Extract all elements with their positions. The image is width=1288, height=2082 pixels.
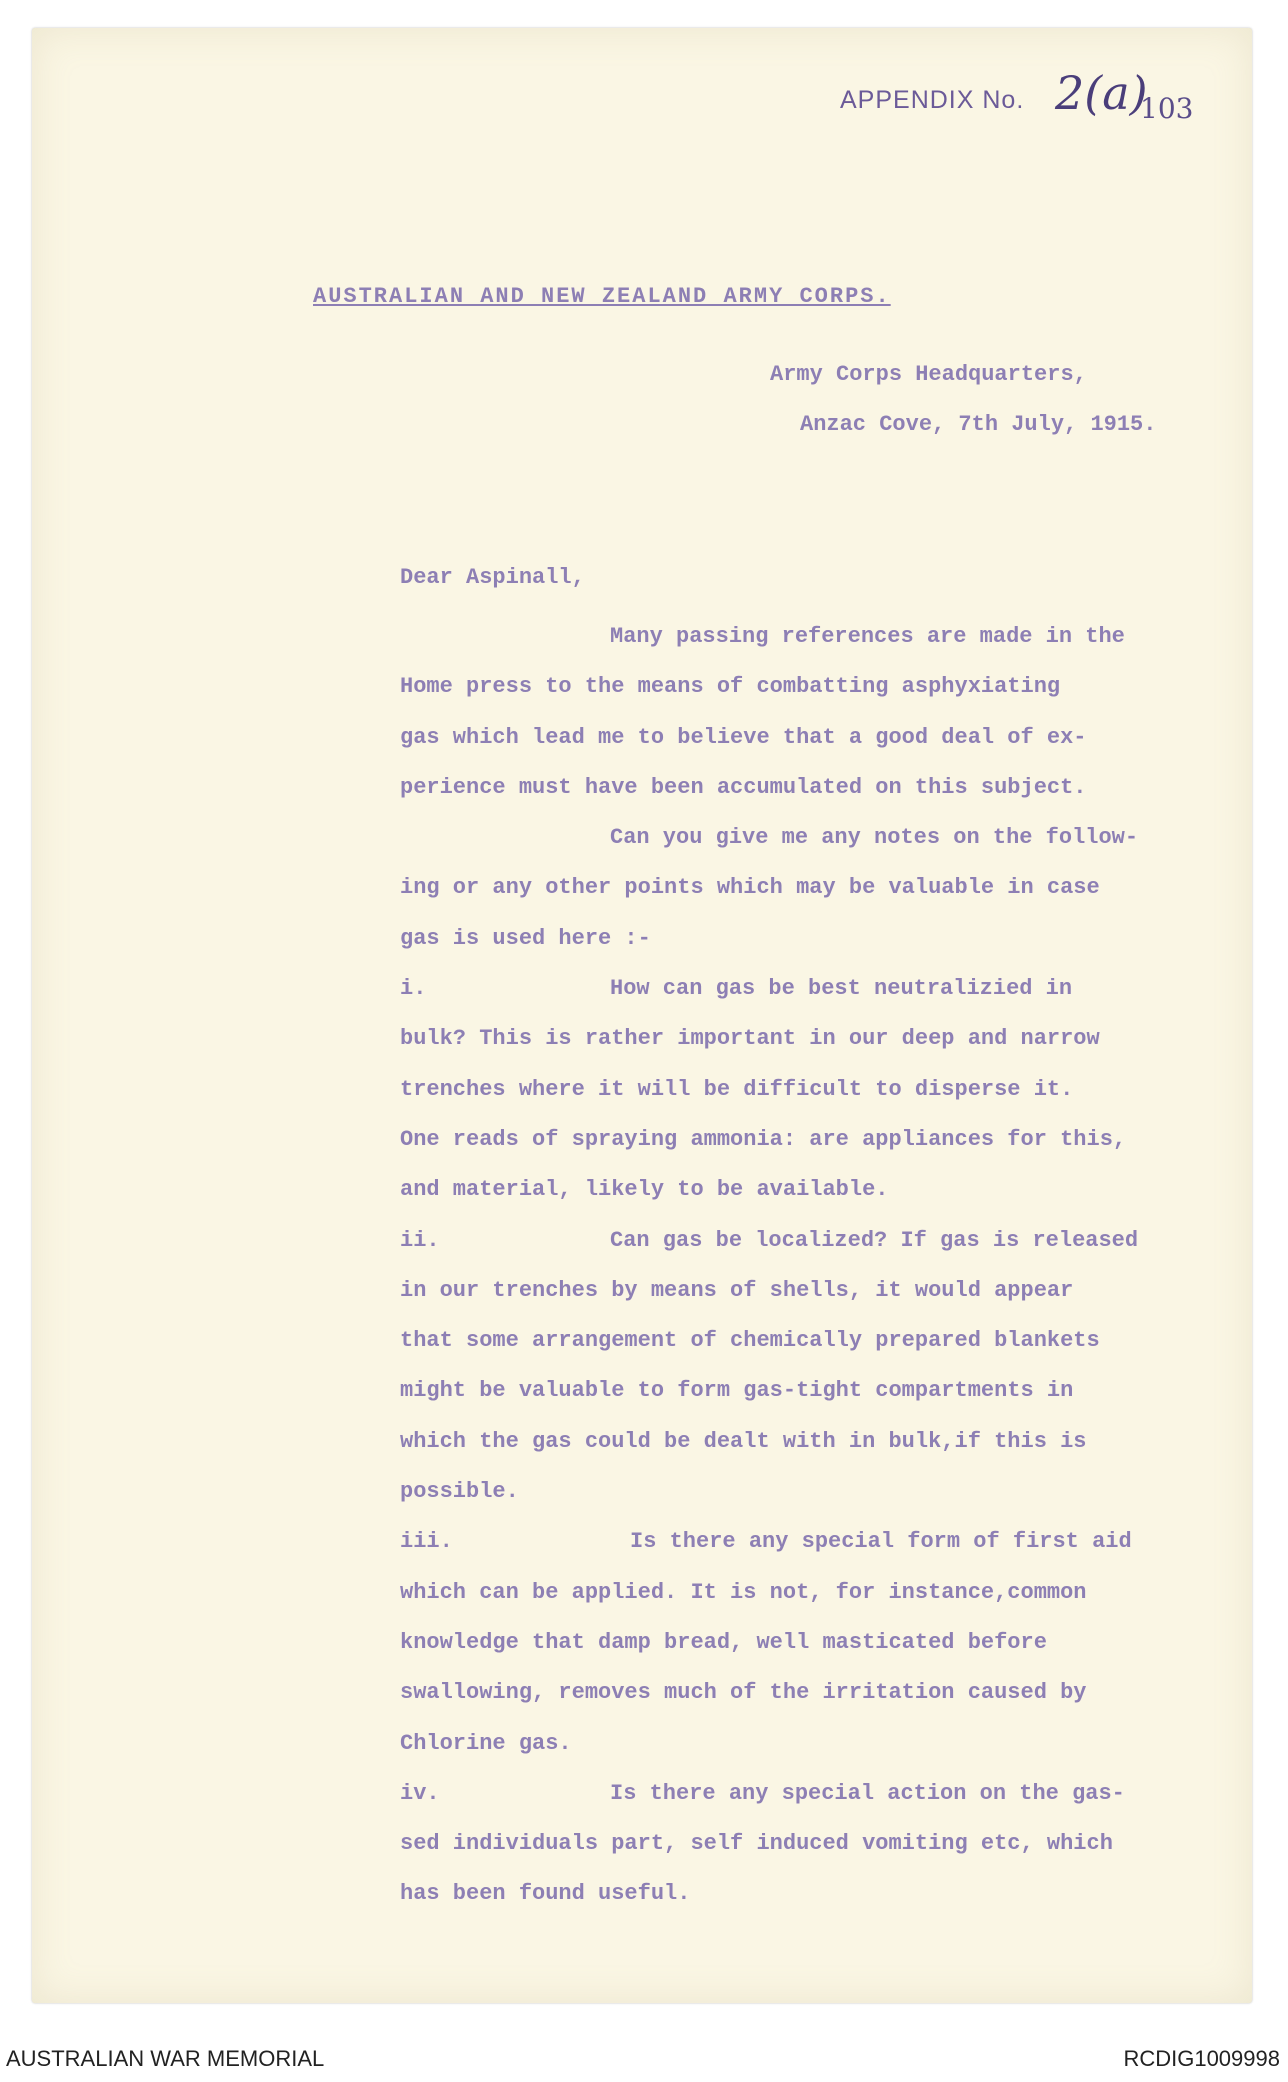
body-line: and material, likely to be available. [400,1177,889,1203]
body-line: knowledge that damp bread, well masticated before [400,1629,1047,1655]
body-line: Many passing references are made in the [610,624,1125,649]
body-line: trenches where it will be difficult to disperse it. [400,1076,1074,1102]
appendix-stamp: APPENDIX No. [840,86,1025,114]
salutation: Dear Aspinall, [400,565,585,590]
body-line: ing or any other points which may be valuable in case [400,875,1100,901]
numbered-point-i [400,964,1230,1014]
point-numeral: iv. [400,1780,440,1806]
body-line: One reads of spraying ammonia: are appliances for this, [400,1126,1127,1152]
point-numeral: ii. [400,1227,440,1253]
letter-heading: AUSTRALIAN AND NEW ZEALAND ARMY CORPS. [313,284,891,309]
letter-body [400,612,1230,1920]
body-line: gas is used here :- [400,925,651,951]
body-line: Can you give me any notes on the follow- [610,825,1139,851]
address-line-2: Anzac Cove, 7th July, 1915. [800,412,1157,437]
body-line: possible. [400,1479,519,1505]
body-line: Can gas be localized? If gas is released [610,1227,1139,1253]
body-line: perience must have been accumulated on this subject. [400,774,1087,800]
appendix-number: 2(a) [1055,66,1148,120]
body-line: How can gas be best neutralizied in [610,976,1073,1002]
body-line: gas which lead me to believe that a good deal of ex- [400,724,1087,750]
numbered-point-iii [400,1517,1230,1567]
body-line: bulk? This is rather important in our deep and narrow [400,1026,1100,1052]
body-line: Is there any special action on the gas- [610,1780,1125,1806]
numbered-point-iv [400,1769,1230,1819]
address-line-1: Army Corps Headquarters, [770,362,1087,387]
body-line: sed individuals part, self induced vomiting etc, which [400,1831,1113,1857]
body-line: which the gas could be dealt with in bulk,if this is [400,1428,1087,1454]
numbered-point-ii [400,1216,1230,1266]
body-line: which can be applied. It is not, for instance,common [400,1579,1087,1605]
point-numeral: iii. [400,1529,453,1555]
archive-credit: AUSTRALIAN WAR MEMORIAL [6,2046,325,2071]
body-line: Chlorine gas. [400,1730,572,1756]
body-line: in our trenches by means of shells, it would appear [400,1277,1074,1303]
archive-record-id: RCDIG1009998 [1123,2046,1280,2071]
point-numeral: i. [400,976,427,1002]
body-line: has been found useful. [400,1881,691,1907]
body-line: Home press to the means of combatting asphyxiating [400,674,1061,700]
body-line: that some arrangement of chemically prepared blankets [400,1328,1100,1354]
body-line: swallowing, removes much of the irritation caused by [400,1680,1087,1706]
folio-number: 103 [1140,92,1194,125]
body-line: might be valuable to form gas-tight compartments in [400,1378,1074,1404]
body-line: Is there any special form of first aid [630,1529,1132,1555]
